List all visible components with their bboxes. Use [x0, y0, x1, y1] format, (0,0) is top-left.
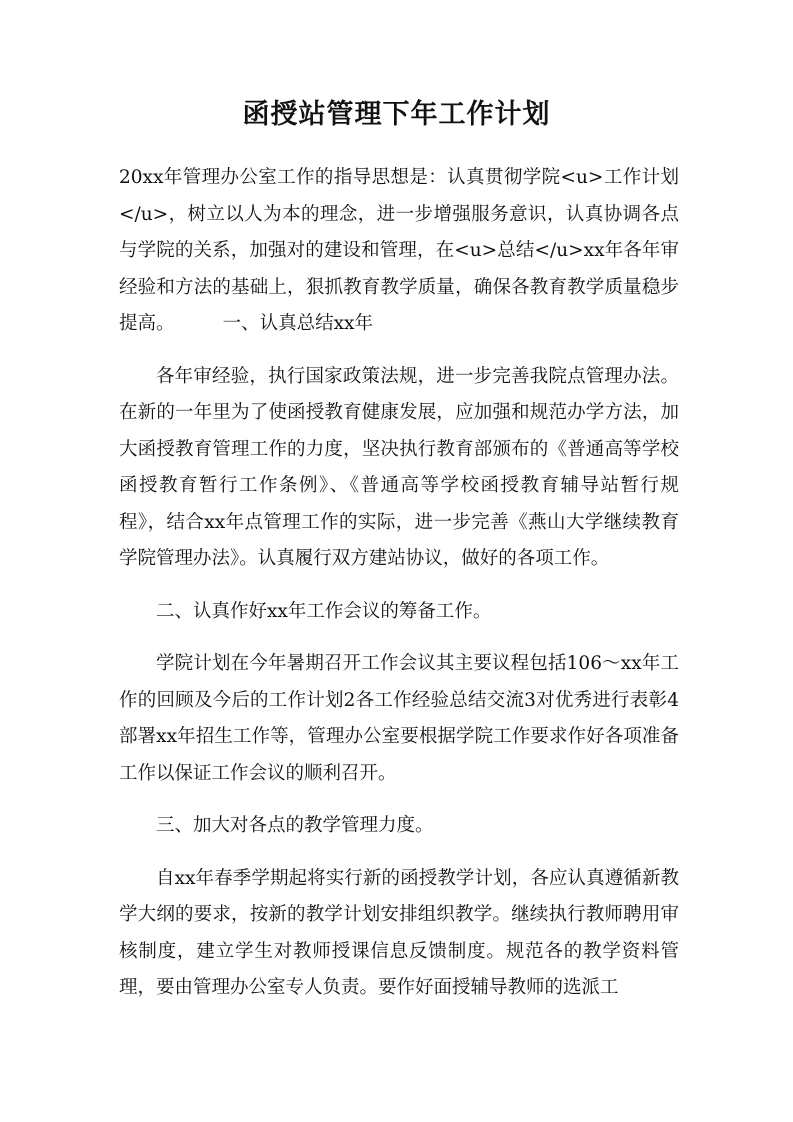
section-3-paragraph: 自xx年春季学期起将实行新的函授教学计划，各应认真遵循新教学大纲的要求，按新的教学计划安排组织教学。继续执行教师聘用审核制度，建立学生对教师授课信息反馈制度。规范各的教学资料管理，要由管理办公室专人负责。要作好面授辅导教师的选派工 [119, 867, 679, 998]
section-heading-1: 一、认真总结xx年 [222, 313, 373, 334]
intro-paragraph [119, 160, 679, 343]
section-heading-2: 二、认真作好xx年工作会议的筹备工作。 [156, 600, 492, 622]
section-2-paragraph: 学院计划在今年暑期召开工作会议其主要议程包括106～xx年工作的回顾及今后的工作计划2各工作经验总结交流3对优秀进行表彰4部署xx年招生工作等，管理办公室要根据学院工作要求作好各项准备工作以保证工作会议的顺利召开。 [119, 653, 679, 784]
document-body [119, 160, 679, 1007]
intro-text: 20xx年管理办公室工作的指导思想是：认真贯彻学院<u>工作计划</u>，树立以人为本的理念，进一步增强服务意识，认真协调各点与学院的关系，加强对的建设和管理，在<u>总结</u>xx年各年审经验和方法的基础上，狠抓教育教学质量，确保各教育教学质量稳步提高。 [119, 167, 679, 334]
document-title: 函授站管理下年工作计划 [242, 99, 551, 130]
section-1-paragraph: 各年审经验，执行国家政策法规，进一步完善我院点管理办法。在新的一年里为了使函授教育健康发展，应加强和规范办学方法，加大函授教育管理工作的力度，坚决执行教育部颁布的《普通高等学校函授教育暂行工作条例》、《普通高等学校函授教育辅导站暂行规程》，结合xx年点管理工作的实际，进一步完善《燕山大学继续教育学院管理办法》。认真履行双方建站协议，做好的各项工作。 [119, 365, 679, 569]
section-heading-3: 三、加大对各点的教学管理力度。 [156, 815, 434, 836]
